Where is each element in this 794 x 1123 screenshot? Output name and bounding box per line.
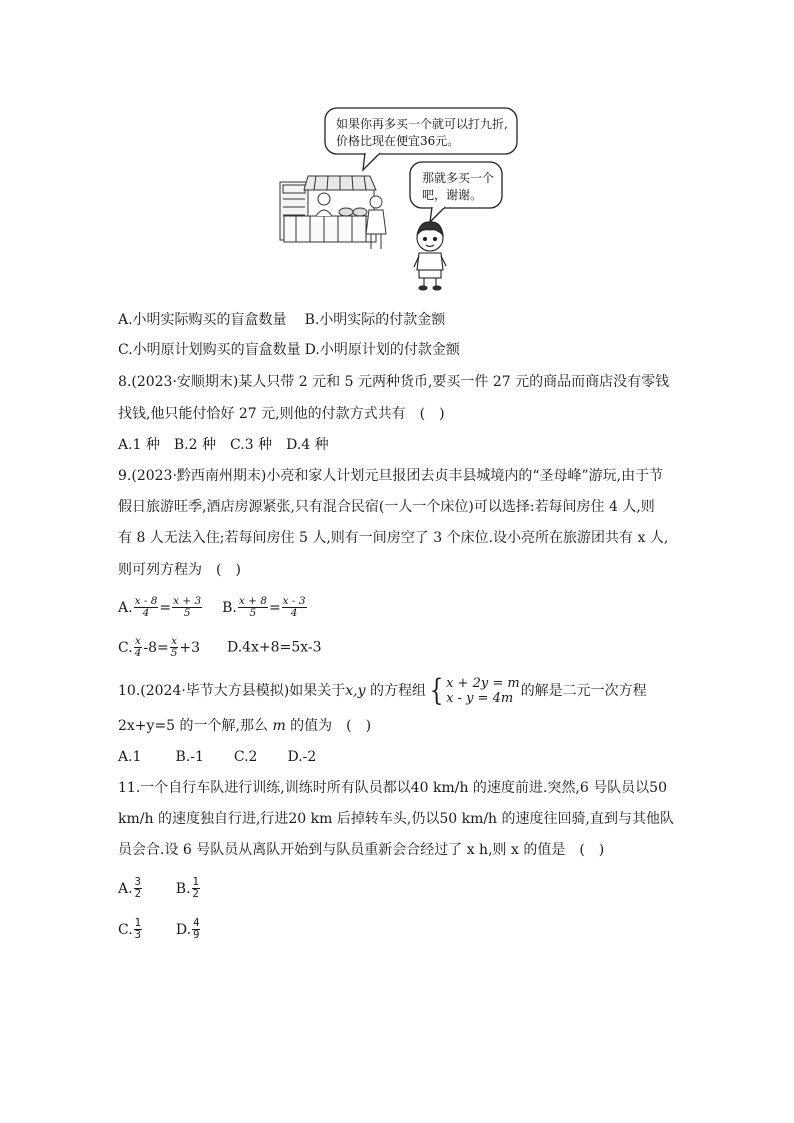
q8-option-d: D.4 种: [286, 437, 329, 453]
q11-option-a: A. $\frac{3}{2}$: [118, 876, 141, 900]
equation-1: x + 2y = m: [446, 676, 520, 691]
q9-options-ab: [118, 596, 308, 619]
fraction: $\frac{x - 8}{4}$: [134, 595, 158, 619]
q8-option-c: C.3 种: [230, 437, 273, 453]
q11-option-c: C. $\frac{1}{3}$: [118, 917, 141, 941]
seller-speech-line-2: 价格比现在便宜36元。: [336, 134, 460, 148]
fraction: $\frac{1}{2}$: [192, 876, 199, 900]
boy-speech-line-2: 吧，谢谢。: [422, 188, 483, 202]
shop-illustration: [270, 104, 530, 294]
q11-stem-line-3: 员会合.设 6 号队员从离队开始到与队员重新会合经过了 x h,则 x 的值是 ( ): [118, 842, 605, 858]
q10-stem-line-2: 2x+y=5 的一个解,那么 m 的值为 ( ): [118, 718, 372, 734]
fraction: $\frac{x + 8}{5}$: [238, 595, 267, 619]
q8-option-a: A.1 种: [118, 437, 160, 453]
q7-options-row-2: [118, 340, 460, 360]
q9-stem-line-2: 假日旅游旺季,酒店房源紧张,只有混合民宿(一人一个床位)可以选择:若每间房住 4 人,则: [118, 499, 655, 515]
q7-option-b: B.小明实际的付款金额: [304, 312, 446, 328]
q9-option-c: C. $\frac{x}{4}$ -8= $\frac{x}{5}$ +3: [118, 635, 201, 659]
equation-2: x - y = 4m: [446, 691, 514, 706]
fraction: $\frac{4}{9}$: [193, 917, 200, 941]
boy-speech-line-1: 那就多买一个: [422, 171, 495, 185]
q10-option-c: C.2: [233, 749, 258, 765]
q10-stem-line-1: 10.(2024·毕节大方县模拟)如果关于x,y 的方程组 { x + 2y = m x - y = 4m 的解是二元一次方程: [118, 673, 647, 708]
q8-stem-line-2: 找钱,他只能付恰好 27 元,则他的付款方式共有 ( ): [118, 406, 445, 422]
q8-option-b: B.2 种: [173, 437, 217, 453]
q10-options: [118, 747, 316, 767]
q7-option-c: C.小明原计划购买的盲盒数量: [118, 342, 301, 358]
q10-option-a: A.1: [118, 749, 142, 765]
q11-option-b: B. $\frac{1}{2}$: [175, 876, 199, 900]
seller-speech-line-1: 如果你再多买一个就可以打九折,: [336, 117, 508, 131]
equation-system: { x + 2y = m x - y = 4m: [429, 673, 520, 708]
fraction: $\frac{1}{3}$: [134, 917, 141, 941]
q9-stem-line-3: 有 8 人无法入住;若每间房住 5 人,则有一间房空了 3 个床位.设小亮所在旅游团共有 x 人,: [118, 530, 669, 546]
q9-options-cd: [118, 636, 322, 659]
fraction: $\frac{x + 3}{5}$: [173, 595, 202, 619]
q9-stem-line-4: 则可列方程为 ( ): [118, 562, 241, 578]
q9-option-b: B. $\frac{x + 8}{5}$ = $\frac{x - 3}{4}$: [222, 595, 306, 619]
q7-options-row-1: [118, 310, 445, 330]
q11-options-ab: [118, 877, 201, 900]
q9-option-d: D.4x+8=5x-3: [226, 639, 322, 656]
q8-stem-line-1: 8.(2023·安顺期末)某人只带 2 元和 5 元两种货币,要买一件 27 元的商品而商店没有零钱: [118, 374, 670, 390]
q9-stem-line-1: 9.(2023·黔西南州期末)小亮和家人计划元旦报团去贞丰县城境内的“圣母峰”游玩,由于节: [118, 468, 664, 484]
q7-option-d: D.小明原计划的付款金额: [304, 342, 460, 358]
q10-option-d: D.-2: [287, 749, 317, 765]
q10-option-b: B.-1: [175, 749, 204, 765]
q11-options-cd: [118, 918, 201, 941]
fraction: $\frac{x}{5}$: [170, 635, 178, 659]
fraction: $\frac{3}{2}$: [134, 876, 141, 900]
fraction: $\frac{x - 3}{4}$: [282, 595, 306, 619]
q11-stem-line-2: km/h 的速度独自行进,行进20 km 后掉转车头,仍以50 km/h 的速度往回骑,直到与其他队: [118, 811, 674, 827]
q9-option-a: A. $\frac{x - 8}{4}$ = $\frac{x + 3}{5}$: [118, 595, 202, 619]
q11-stem-line-1: 11.一个自行车队进行训练,训练时所有队员都以40 km/h 的速度前进.突然,6 号队员以50: [118, 780, 667, 796]
fraction: $\frac{x}{4}$: [134, 635, 142, 659]
q11-option-d: D. $\frac{4}{9}$: [175, 917, 200, 941]
q8-options: [118, 435, 329, 455]
q7-option-a: A.小明实际购买的盲盒数量: [118, 312, 287, 328]
